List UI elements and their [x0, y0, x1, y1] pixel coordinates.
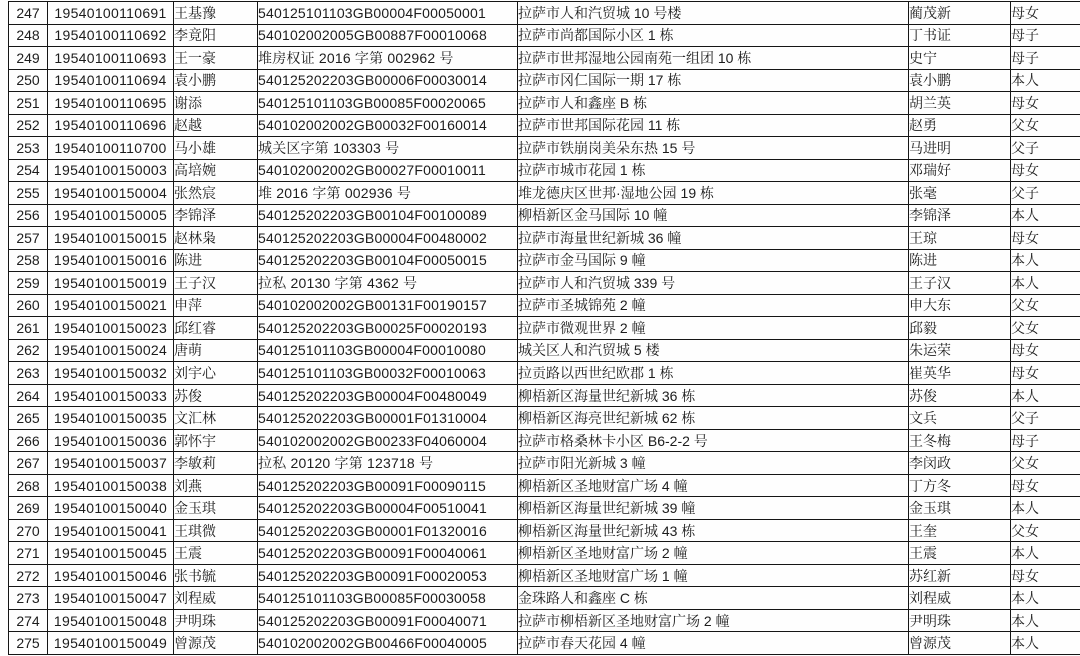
table-row	[9, 407, 1080, 430]
cell-id-number: 19540100150036	[48, 429, 174, 452]
cell-owner-name: 尹明珠	[909, 609, 1011, 632]
cell-id-number: 19540100110693	[48, 47, 174, 70]
cell-address: 拉萨市人和汽贸城 10 号楼	[518, 2, 909, 25]
table-row	[9, 497, 1080, 520]
cell-id-number: 19540100150033	[48, 384, 174, 407]
table-row	[9, 227, 1080, 250]
cell-certificate-number: 540125101103GB00004F00010080	[258, 339, 518, 362]
table-row	[9, 137, 1080, 160]
cell-row-number: 259	[9, 272, 48, 295]
cell-address: 拉萨市格桑林卡小区 B6-2-2 号	[518, 429, 909, 452]
cell-row-number: 272	[9, 564, 48, 587]
cell-certificate-number: 拉私 20130 字第 4362 号	[258, 272, 518, 295]
cell-certificate-number: 城关区字第 103303 号	[258, 137, 518, 160]
cell-id-number: 19540100150046	[48, 564, 174, 587]
cell-owner-name: 金玉琪	[909, 497, 1011, 520]
cell-relationship: 本人	[1011, 204, 1080, 227]
cell-row-number: 255	[9, 182, 48, 205]
cell-person-name: 马小雄	[174, 137, 258, 160]
cell-owner-name: 文兵	[909, 407, 1011, 430]
cell-id-number: 19540100150021	[48, 294, 174, 317]
cell-address: 拉萨市世邦国际花园 11 栋	[518, 114, 909, 137]
cell-row-number: 275	[9, 632, 48, 655]
cell-id-number: 19540100110691	[48, 2, 174, 25]
records-table	[8, 1, 1080, 655]
cell-owner-name: 马进明	[909, 137, 1011, 160]
table-row	[9, 384, 1080, 407]
cell-person-name: 高培婉	[174, 159, 258, 182]
cell-address: 金珠路人和鑫座 C 栋	[518, 587, 909, 610]
cell-person-name: 刘燕	[174, 474, 258, 497]
cell-relationship: 父女	[1011, 294, 1080, 317]
cell-certificate-number: 540125202203GB00104F00100089	[258, 204, 518, 227]
table-row	[9, 542, 1080, 565]
cell-address: 拉萨市微观世界 2 幢	[518, 317, 909, 340]
cell-relationship: 母子	[1011, 429, 1080, 452]
cell-row-number: 256	[9, 204, 48, 227]
cell-relationship: 母女	[1011, 92, 1080, 115]
cell-person-name: 王子汉	[174, 272, 258, 295]
cell-address: 城关区人和汽贸城 5 楼	[518, 339, 909, 362]
cell-row-number: 271	[9, 542, 48, 565]
cell-row-number: 258	[9, 249, 48, 272]
cell-address: 拉萨市铁崩岗美朵东热 15 号	[518, 137, 909, 160]
cell-certificate-number: 540125202203GB00004F00510041	[258, 497, 518, 520]
cell-person-name: 王基豫	[174, 2, 258, 25]
cell-owner-name: 邓瑞好	[909, 159, 1011, 182]
table-row	[9, 317, 1080, 340]
cell-relationship: 本人	[1011, 542, 1080, 565]
cell-id-number: 19540100150024	[48, 339, 174, 362]
cell-address: 拉萨市阳光新城 3 幢	[518, 452, 909, 475]
table-row	[9, 474, 1080, 497]
cell-person-name: 李敏莉	[174, 452, 258, 475]
cell-address: 柳梧新区海量世纪新城 39 幢	[518, 497, 909, 520]
cell-owner-name: 陈进	[909, 249, 1011, 272]
cell-address: 拉萨市世邦湿地公园南苑一组团 10 栋	[518, 47, 909, 70]
cell-address: 堆龙德庆区世邦·湿地公园 19 栋	[518, 182, 909, 205]
cell-row-number: 263	[9, 362, 48, 385]
cell-id-number: 19540100150037	[48, 452, 174, 475]
cell-row-number: 266	[9, 429, 48, 452]
table-row	[9, 159, 1080, 182]
cell-row-number: 260	[9, 294, 48, 317]
table-row	[9, 564, 1080, 587]
cell-row-number: 248	[9, 24, 48, 47]
cell-person-name: 谢添	[174, 92, 258, 115]
cell-address: 拉萨市人和汽贸城 339 号	[518, 272, 909, 295]
cell-relationship: 母女	[1011, 2, 1080, 25]
table-row	[9, 47, 1080, 70]
cell-id-number: 19540100150048	[48, 609, 174, 632]
cell-certificate-number: 540125101103GB00085F00020065	[258, 92, 518, 115]
cell-owner-name: 王冬梅	[909, 429, 1011, 452]
cell-relationship: 母女	[1011, 564, 1080, 587]
cell-address: 柳梧新区圣地财富广场 1 幢	[518, 564, 909, 587]
cell-person-name: 苏俊	[174, 384, 258, 407]
records-table-body	[9, 2, 1080, 655]
cell-id-number: 19540100110696	[48, 114, 174, 137]
cell-certificate-number: 540125202203GB00091F00040061	[258, 542, 518, 565]
table-row	[9, 249, 1080, 272]
cell-owner-name: 曾源茂	[909, 632, 1011, 655]
cell-certificate-number: 540125202203GB00001F01320016	[258, 519, 518, 542]
cell-person-name: 申萍	[174, 294, 258, 317]
cell-certificate-number: 540102002002GB00032F00160014	[258, 114, 518, 137]
table-row	[9, 114, 1080, 137]
cell-relationship: 父子	[1011, 137, 1080, 160]
cell-row-number: 251	[9, 92, 48, 115]
cell-address: 拉萨市人和鑫座 B 栋	[518, 92, 909, 115]
cell-address: 拉萨市城市花园 1 栋	[518, 159, 909, 182]
cell-certificate-number: 540125202203GB00091F00040071	[258, 609, 518, 632]
cell-person-name: 刘程威	[174, 587, 258, 610]
cell-owner-name: 刘程威	[909, 587, 1011, 610]
table-row	[9, 204, 1080, 227]
cell-id-number: 19540100150023	[48, 317, 174, 340]
cell-id-number: 19540100150004	[48, 182, 174, 205]
cell-person-name: 赵林枭	[174, 227, 258, 250]
cell-row-number: 270	[9, 519, 48, 542]
table-row	[9, 69, 1080, 92]
cell-address: 拉萨市冈仁国际一期 17 栋	[518, 69, 909, 92]
cell-certificate-number: 540125202203GB00091F00090115	[258, 474, 518, 497]
cell-owner-name: 崔英华	[909, 362, 1011, 385]
cell-person-name: 张书毓	[174, 564, 258, 587]
cell-person-name: 唐萌	[174, 339, 258, 362]
cell-address: 拉萨市金马国际 9 幢	[518, 249, 909, 272]
cell-row-number: 262	[9, 339, 48, 362]
cell-address: 柳梧新区圣地财富广场 4 幢	[518, 474, 909, 497]
cell-id-number: 19540100150003	[48, 159, 174, 182]
cell-owner-name: 丁书证	[909, 24, 1011, 47]
cell-relationship: 母子	[1011, 47, 1080, 70]
cell-id-number: 19540100150005	[48, 204, 174, 227]
table-row	[9, 24, 1080, 47]
cell-id-number: 19540100150016	[48, 249, 174, 272]
cell-certificate-number: 拉私 20120 字第 123718 号	[258, 452, 518, 475]
cell-certificate-number: 540102002002GB00131F00190157	[258, 294, 518, 317]
cell-owner-name: 朱运荣	[909, 339, 1011, 362]
cell-relationship: 父女	[1011, 114, 1080, 137]
table-row	[9, 609, 1080, 632]
cell-relationship: 本人	[1011, 384, 1080, 407]
cell-owner-name: 苏红新	[909, 564, 1011, 587]
cell-owner-name: 张毫	[909, 182, 1011, 205]
cell-owner-name: 邱毅	[909, 317, 1011, 340]
cell-row-number: 247	[9, 2, 48, 25]
cell-id-number: 19540100150019	[48, 272, 174, 295]
cell-relationship: 本人	[1011, 272, 1080, 295]
cell-certificate-number: 540125202203GB00025F00020193	[258, 317, 518, 340]
cell-relationship: 本人	[1011, 69, 1080, 92]
cell-owner-name: 蔺茂新	[909, 2, 1011, 25]
cell-person-name: 尹明珠	[174, 609, 258, 632]
cell-owner-name: 王震	[909, 542, 1011, 565]
cell-id-number: 19540100110692	[48, 24, 174, 47]
table-row	[9, 182, 1080, 205]
cell-row-number: 249	[9, 47, 48, 70]
cell-id-number: 19540100150015	[48, 227, 174, 250]
cell-owner-name: 苏俊	[909, 384, 1011, 407]
cell-row-number: 261	[9, 317, 48, 340]
table-row	[9, 362, 1080, 385]
cell-address: 拉萨市春天花园 4 幢	[518, 632, 909, 655]
cell-row-number: 250	[9, 69, 48, 92]
cell-owner-name: 丁方冬	[909, 474, 1011, 497]
cell-person-name: 赵越	[174, 114, 258, 137]
table-row	[9, 519, 1080, 542]
cell-certificate-number: 540102002005GB00887F00010068	[258, 24, 518, 47]
cell-row-number: 257	[9, 227, 48, 250]
cell-address: 柳梧新区金马国际 10 幢	[518, 204, 909, 227]
cell-person-name: 邱红睿	[174, 317, 258, 340]
cell-id-number: 19540100150040	[48, 497, 174, 520]
cell-id-number: 19540100150041	[48, 519, 174, 542]
cell-owner-name: 申大东	[909, 294, 1011, 317]
table-row	[9, 2, 1080, 25]
cell-relationship: 父女	[1011, 519, 1080, 542]
cell-id-number: 19540100150038	[48, 474, 174, 497]
cell-row-number: 267	[9, 452, 48, 475]
cell-row-number: 268	[9, 474, 48, 497]
cell-id-number: 19540100150045	[48, 542, 174, 565]
cell-certificate-number: 540125101103GB00085F00030058	[258, 587, 518, 610]
cell-address: 拉萨市尚都国际小区 1 栋	[518, 24, 909, 47]
cell-certificate-number: 540125202203GB00091F00020053	[258, 564, 518, 587]
cell-relationship: 本人	[1011, 632, 1080, 655]
cell-owner-name: 赵勇	[909, 114, 1011, 137]
cell-owner-name: 王奎	[909, 519, 1011, 542]
cell-certificate-number: 540102002002GB00466F00040005	[258, 632, 518, 655]
cell-row-number: 264	[9, 384, 48, 407]
cell-relationship: 本人	[1011, 249, 1080, 272]
cell-certificate-number: 540125202203GB00104F00050015	[258, 249, 518, 272]
cell-id-number: 19540100110700	[48, 137, 174, 160]
cell-person-name: 袁小鹏	[174, 69, 258, 92]
cell-address: 拉萨市圣城锦苑 2 幢	[518, 294, 909, 317]
cell-owner-name: 王琼	[909, 227, 1011, 250]
cell-relationship: 父子	[1011, 182, 1080, 205]
cell-row-number: 253	[9, 137, 48, 160]
cell-owner-name: 王子汉	[909, 272, 1011, 295]
cell-row-number: 265	[9, 407, 48, 430]
cell-relationship: 父女	[1011, 452, 1080, 475]
table-row	[9, 294, 1080, 317]
cell-owner-name: 史宁	[909, 47, 1011, 70]
cell-person-name: 张然宸	[174, 182, 258, 205]
cell-row-number: 273	[9, 587, 48, 610]
cell-certificate-number: 堆房权证 2016 字第 002962 号	[258, 47, 518, 70]
cell-id-number: 19540100150032	[48, 362, 174, 385]
cell-relationship: 本人	[1011, 587, 1080, 610]
cell-address: 拉萨市海量世纪新城 36 幢	[518, 227, 909, 250]
cell-person-name: 李锦泽	[174, 204, 258, 227]
cell-person-name: 王震	[174, 542, 258, 565]
cell-person-name: 李竟阳	[174, 24, 258, 47]
cell-relationship: 本人	[1011, 497, 1080, 520]
table-row	[9, 587, 1080, 610]
cell-id-number: 19540100110694	[48, 69, 174, 92]
cell-person-name: 文汇林	[174, 407, 258, 430]
cell-relationship: 本人	[1011, 609, 1080, 632]
cell-certificate-number: 540125202203GB00004F00480002	[258, 227, 518, 250]
cell-owner-name: 李锦泽	[909, 204, 1011, 227]
cell-relationship: 母女	[1011, 362, 1080, 385]
cell-owner-name: 袁小鹏	[909, 69, 1011, 92]
cell-id-number: 19540100150047	[48, 587, 174, 610]
cell-person-name: 金玉琪	[174, 497, 258, 520]
cell-row-number: 254	[9, 159, 48, 182]
cell-person-name: 王琪微	[174, 519, 258, 542]
cell-owner-name: 李闵政	[909, 452, 1011, 475]
cell-certificate-number: 540102002002GB00233F04060004	[258, 429, 518, 452]
cell-person-name: 曾源茂	[174, 632, 258, 655]
cell-certificate-number: 堆 2016 字第 002936 号	[258, 182, 518, 205]
cell-certificate-number: 540125101103GB00032F00010063	[258, 362, 518, 385]
cell-address: 柳梧新区圣地财富广场 2 幢	[518, 542, 909, 565]
table-row	[9, 429, 1080, 452]
table-row	[9, 92, 1080, 115]
cell-person-name: 陈进	[174, 249, 258, 272]
cell-relationship: 父子	[1011, 407, 1080, 430]
cell-id-number: 19540100150035	[48, 407, 174, 430]
cell-address: 柳梧新区海亮世纪新城 62 栋	[518, 407, 909, 430]
cell-relationship: 母女	[1011, 227, 1080, 250]
cell-address: 柳梧新区海量世纪新城 43 栋	[518, 519, 909, 542]
cell-relationship: 母女	[1011, 159, 1080, 182]
cell-id-number: 19540100110695	[48, 92, 174, 115]
cell-row-number: 274	[9, 609, 48, 632]
table-row	[9, 272, 1080, 295]
cell-certificate-number: 540125202203GB00006F00030014	[258, 69, 518, 92]
table-row	[9, 632, 1080, 655]
cell-relationship: 父女	[1011, 317, 1080, 340]
table-row	[9, 452, 1080, 475]
cell-person-name: 郭怀宇	[174, 429, 258, 452]
cell-certificate-number: 540125202203GB00001F01310004	[258, 407, 518, 430]
cell-relationship: 母女	[1011, 339, 1080, 362]
cell-person-name: 刘宇心	[174, 362, 258, 385]
cell-address: 拉贡路以西世纪欧郡 1 栋	[518, 362, 909, 385]
cell-certificate-number: 540102002002GB00027F00010011	[258, 159, 518, 182]
cell-row-number: 252	[9, 114, 48, 137]
table-row	[9, 339, 1080, 362]
cell-address: 柳梧新区海量世纪新城 36 栋	[518, 384, 909, 407]
cell-certificate-number: 540125101103GB00004F00050001	[258, 2, 518, 25]
cell-relationship: 母女	[1011, 474, 1080, 497]
cell-owner-name: 胡兰英	[909, 92, 1011, 115]
cell-relationship: 母子	[1011, 24, 1080, 47]
cell-person-name: 王一豪	[174, 47, 258, 70]
cell-row-number: 269	[9, 497, 48, 520]
cell-id-number: 19540100150049	[48, 632, 174, 655]
cell-certificate-number: 540125202203GB00004F00480049	[258, 384, 518, 407]
cell-address: 拉萨市柳梧新区圣地财富广场 2 幢	[518, 609, 909, 632]
